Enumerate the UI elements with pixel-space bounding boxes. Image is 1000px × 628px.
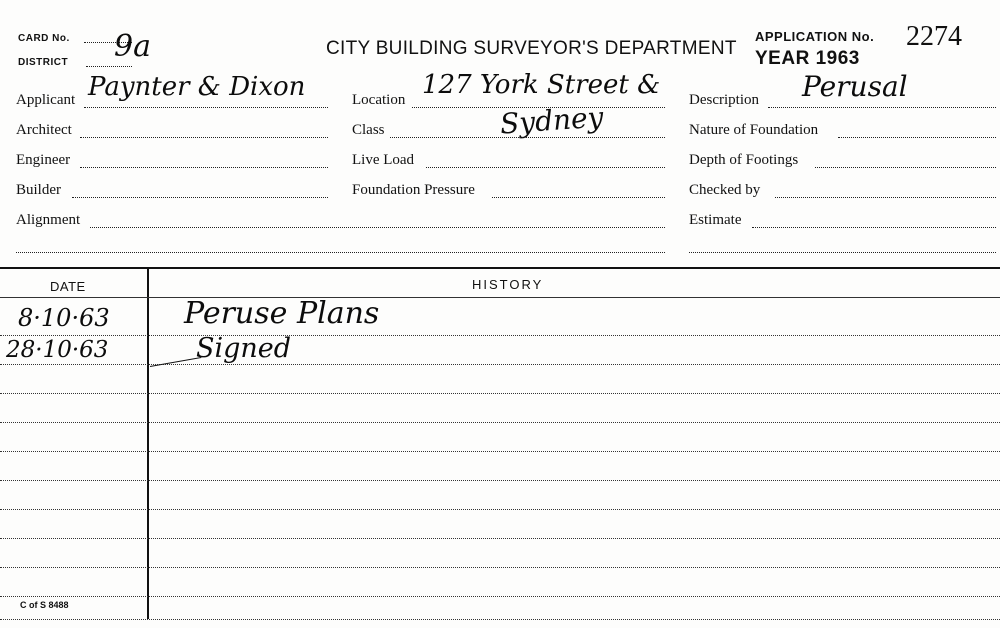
- district-label: DISTRICT: [18, 57, 69, 68]
- description-label: Description: [689, 92, 759, 108]
- form-number: C of S 8488: [20, 600, 69, 610]
- ruled-line: [0, 509, 1000, 510]
- foundation-pressure-label: Foundation Pressure: [352, 182, 475, 198]
- class-line: [390, 137, 665, 138]
- checked-by-line: [775, 197, 996, 198]
- engineer-label: Engineer: [16, 152, 71, 168]
- district-value: 9a: [114, 29, 151, 64]
- builder-line: [72, 197, 328, 198]
- nature-of-foundation-line: [838, 137, 996, 138]
- department-title: CITY BUILDING SURVEYOR'S DEPARTMENT: [326, 38, 737, 59]
- ruled-line: [0, 619, 1000, 620]
- estimate-label: Estimate: [689, 212, 742, 228]
- applicant-label: Applicant: [16, 92, 76, 108]
- applicant-line: [84, 107, 328, 108]
- application-no-label: APPLICATION No.: [755, 29, 875, 44]
- history-header-rule: [0, 297, 1000, 298]
- application-no-value: 2274: [906, 21, 962, 52]
- depth-of-footings-line: [815, 167, 996, 168]
- location-label: Location: [352, 92, 406, 108]
- live-load-line: [426, 167, 665, 168]
- checked-by-label: Checked by: [689, 182, 761, 198]
- ruled-line: [0, 538, 1000, 539]
- ruled-line: [0, 393, 1000, 394]
- card-no-label: CARD No.: [18, 33, 70, 44]
- description-value: Perusal: [802, 70, 908, 103]
- history-entry-text: Signed: [196, 333, 292, 364]
- history-entry-date: 28·10·63: [6, 337, 109, 363]
- history-entry-text: Peruse Plans: [184, 296, 380, 331]
- alignment-line: [90, 227, 665, 228]
- nature-of-foundation-label: Nature of Foundation: [689, 122, 819, 138]
- year-label: YEAR 1963: [755, 48, 860, 69]
- ruled-line: [0, 596, 1000, 597]
- estimate-line-2: [689, 252, 996, 253]
- location-value-line2: Sydney: [498, 100, 605, 141]
- alignment-label: Alignment: [16, 212, 81, 228]
- history-top-rule: [0, 267, 1000, 269]
- ruled-line: [0, 451, 1000, 452]
- ruled-line: [0, 335, 1000, 336]
- builder-label: Builder: [16, 182, 61, 198]
- description-line: [768, 107, 996, 108]
- architect-label: Architect: [16, 122, 72, 138]
- live-load-label: Live Load: [352, 152, 415, 168]
- history-column-header: HISTORY: [472, 277, 544, 292]
- class-label: Class: [352, 122, 385, 138]
- estimate-line: [752, 227, 996, 228]
- ruled-line: [0, 422, 1000, 423]
- ruled-line: [0, 480, 1000, 481]
- foundation-pressure-line: [492, 197, 665, 198]
- district-line: [86, 66, 132, 67]
- signature-underline: [150, 357, 201, 367]
- date-column-header: DATE: [50, 279, 86, 294]
- architect-line: [80, 137, 328, 138]
- alignment-line-2: [16, 252, 665, 253]
- ruled-line: [0, 567, 1000, 568]
- location-value-line1: 127 York Street &: [422, 70, 661, 100]
- history-entry-date: 8·10·63: [18, 304, 110, 332]
- engineer-line: [80, 167, 328, 168]
- applicant-value: Paynter & Dixon: [88, 72, 306, 102]
- depth-of-footings-label: Depth of Footings: [689, 152, 799, 168]
